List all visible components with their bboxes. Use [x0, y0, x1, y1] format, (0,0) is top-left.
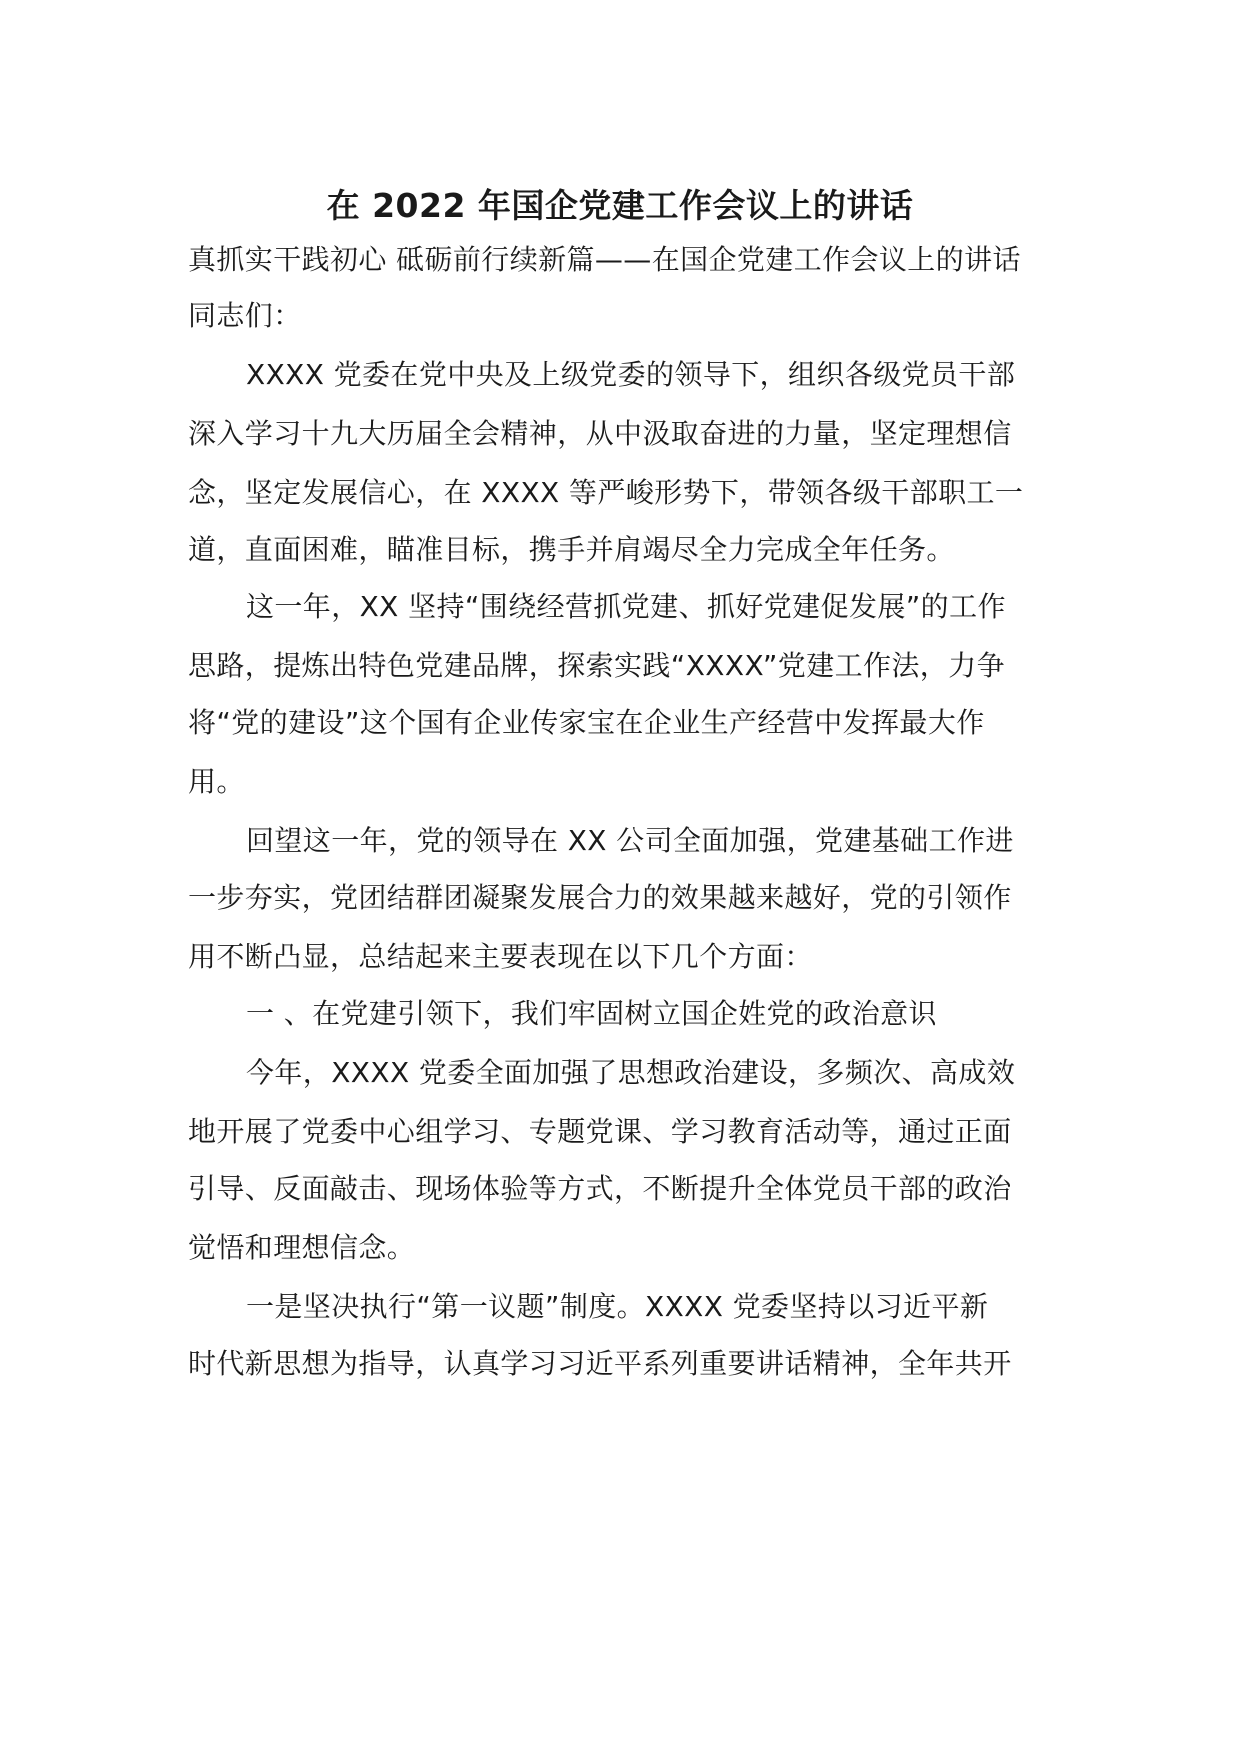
paragraph-line: 这一年，XX 坚持“围绕经营抓党建、抓好党建促发展”的工作 [246, 590, 1006, 623]
paragraph-line: 用。 [188, 765, 245, 798]
paragraph-line: 回望这一年，党的领导在 XX 公司全面加强，党建基础工作进 [246, 824, 1014, 857]
paragraph-line: 时代新思想为指导，认真学习习近平系列重要讲话精神，全年共开 [188, 1347, 1012, 1380]
paragraph-line: 用不断凸显，总结起来主要表现在以下几个方面： [188, 940, 813, 973]
paragraph-line: 引导、反面敲击、现场体验等方式，不断提升全体党员干部的政治 [188, 1172, 1012, 1205]
paragraph-line: 念，坚定发展信心，在 XXXX 等严峻形势下，带领各级干部职工一 [188, 476, 1024, 509]
paragraph-line: 一步夯实，党团结群团凝聚发展合力的效果越来越好，党的引领作 [188, 881, 1012, 914]
paragraph-line: 道，直面困难，瞄准目标，携手并肩竭尽全力完成全年任务。 [188, 533, 955, 566]
section-heading: 一 、在党建引领下，我们牢固树立国企姓党的政治意识 [246, 997, 937, 1030]
paragraph-line: 一是坚决执行“第一议题”制度。XXXX 党委坚持以习近平新 [246, 1290, 989, 1323]
paragraph-line: 将“党的建设”这个国有企业传家宝在企业生产经营中发挥最大作 [188, 706, 985, 739]
paragraph-line: 觉悟和理想信念。 [188, 1231, 416, 1264]
paragraph-line: XXXX 党委在党中央及上级党委的领导下，组织各级党员干部 [246, 358, 1016, 391]
paragraph-line: 今年，XXXX 党委全面加强了思想政治建设，多频次、高成效 [246, 1056, 1016, 1089]
subtitle-line: 真抓实干践初心 砥砺前行续新篇——在国企党建工作会议上的讲话 [188, 243, 1021, 276]
paragraph-line: 深入学习十九大历届全会精神，从中汲取奋进的力量，坚定理想信 [188, 417, 1012, 450]
paragraph-line: 思路，提炼出特色党建品牌，探索实践“XXXX”党建工作法，力争 [188, 649, 1006, 682]
salutation-line: 同志们： [188, 299, 302, 332]
document-title: 在 2022 年国企党建工作会议上的讲话 [326, 186, 914, 225]
paragraph-line: 地开展了党委中心组学习、专题党课、学习教育活动等，通过正面 [188, 1115, 1012, 1148]
